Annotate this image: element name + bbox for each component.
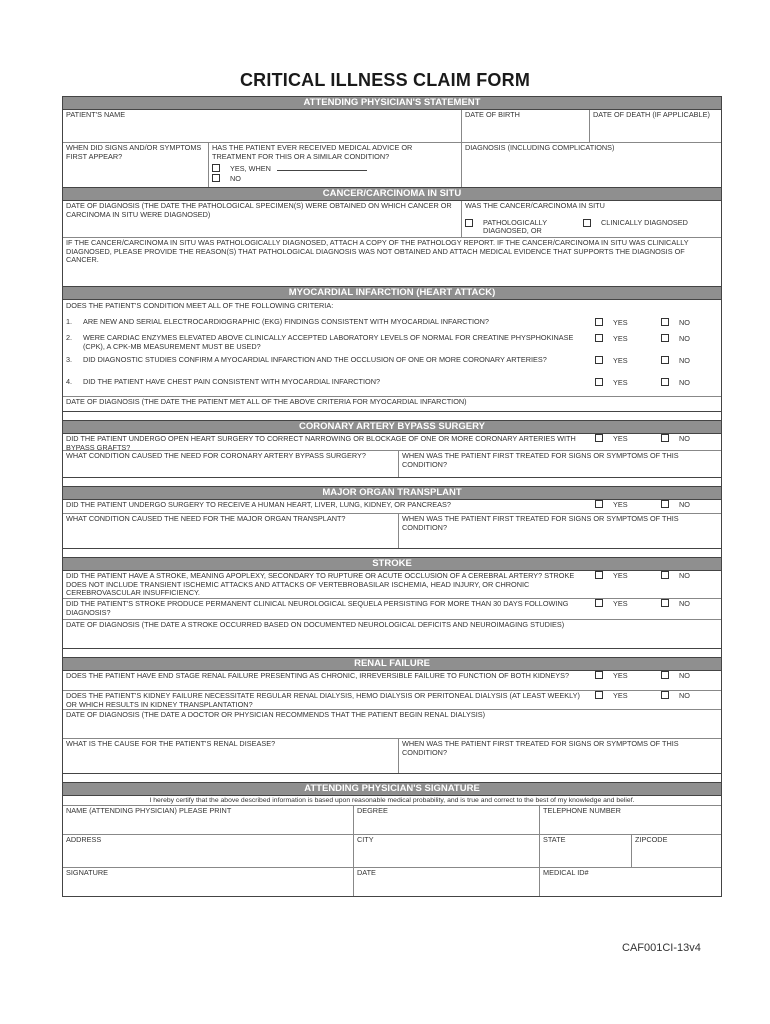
- prior-treatment-label: HAS THE PATIENT EVER RECEIVED MEDICAL ADVICE OR TREATMENT FOR THIS OR A SIMILAR CONDITION?: [212, 143, 413, 161]
- form-code: CAF001CI-13v4: [622, 942, 701, 954]
- no-label: NO: [230, 173, 241, 183]
- mi-q3-yes-checkbox[interactable]: [595, 356, 603, 364]
- organ-first-treated-field[interactable]: WHEN WAS THE PATIENT FIRST TREATED FOR SIGNS OR SYMPTOMS OF THIS CONDITION?: [398, 514, 721, 548]
- mi-q3-no-checkbox[interactable]: [661, 356, 669, 364]
- organ-q1-yes-checkbox[interactable]: [595, 500, 603, 508]
- cabg-q1-no-checkbox[interactable]: [661, 434, 669, 442]
- stroke-date-of-diagnosis-field[interactable]: DATE OF DIAGNOSIS (THE DATE A STROKE OCCURRED BASED ON DOCUMENTED NEUROLOGICAL DEFICITS AND NEUROIMAGING STUDIES): [66, 620, 565, 629]
- mi-question-1: ARE NEW AND SERIAL ELECTROCARDIOGRAPHIC (EKG) FINDINGS CONSISTENT WITH MYOCARDIAL INFARCTION?: [83, 317, 489, 326]
- zipcode-field[interactable]: ZIPCODE: [631, 835, 721, 867]
- stroke-q2-yes-checkbox[interactable]: [595, 599, 603, 607]
- renal-q2-yes-checkbox[interactable]: [595, 691, 603, 699]
- section-header-cabg: CORONARY ARTERY BYPASS SURGERY: [63, 420, 721, 434]
- cabg-first-treated-field[interactable]: WHEN WAS THE PATIENT FIRST TREATED FOR SIGNS OR SYMPTOMS OF THIS CONDITION?: [398, 451, 721, 477]
- diagnosis-field[interactable]: DIAGNOSIS (INCLUDING COMPLICATIONS): [461, 143, 721, 187]
- mi-q4-no-checkbox[interactable]: [661, 378, 669, 386]
- claim-form: ATTENDING PHYSICIAN'S STATEMENT PATIENT'S NAME DATE OF BIRTH DATE OF DEATH (IF APPLICABLE) WHEN DID SIGNS AND/OR SYMPTOMS FIRST APPEAR? HAS THE PATIENT EVER RECEIVED MEDICAL ADVICE OR TREATMENT FOR THIS OR A SIMILAR CONDITION? YES, WHEN NO DIAGNOSIS (INCLUDING COMPLICATIONS) CANCER/CARCINOMA IN SITU DATE OF DIAGNOSIS (THE DATE THE PATHOLOGICAL SPECIMEN(S) WERE OBTAINED ON WHICH CANCER OR CARCINOMA IN SITU WERE DIAGNOSED) WAS THE CANCER/CARCINOMA IN SITU PATHOLOGICALLY DIAGNOSED, OR CLINICALLY DIAGNOSED IF THE CANCER/CARCINOMA IN SITU WAS PATHOLOGICALLY DIAGNOSED, ATTACH A COPY OF THE PATHOLOGY REPORT. IF THE CANCER/CARCINOMA IN SITU WAS CLINICALLY DIAGNOSED, PLEASE PROVIDE THE REASON(S) THAT PATHOLOGICAL DIAGNOSIS WAS NOT OBTAINED AND ATTACH MEDICAL EVIDENCE THAT SUPPORTS THE DIAGNOSIS OF CANCER. MYOCARDIAL INFARCTION (HEART ATTACK) DOES THE PATIENT'S CONDITION MEET ALL OF THE FOLLOWING CRITERIA: 1. ARE NEW AND SERIAL ELECTROCARDIOGRAPHIC (EKG) FINDINGS CONSISTENT WITH MYOCARDIAL INFARCTION? YES NO 2. WERE CARDIAC ENZYMES ELEVATED ABOVE CLINICALLY ACCEPTED LABORATORY LEVELS OF NORMAL FOR CREATINE PHYSPHOKINASE (CPK), A CPK-MB MEASUREMENT MUST BE USED? YES NO 3. DID DIAGNOSTIC STUDIES CONFIRM A MYOCARDIAL INFARCTION AND THE OCCLUSION OF ONE OR MORE CORONARY ARTERIES? YES NO 4. DID THE PATIENT HAVE CHEST PAIN CONSISTENT WITH MYOCARDIAL INFARCTION? YES NO DATE OF DIAGNOSIS (THE DATE THE PATIENT MET ALL OF THE ABOVE CRITERIA FOR MYOCARDIAL INFARCTION) CORONARY ARTERY BYPASS SURGERY DID THE PATIENT UNDERGO OPEN HEART SURGERY TO CORRECT NARROWING OR BLOCKAGE OF ONE OR MORE CORONARY ARTERIES WITH BYPASS GRAFTS? YES NO WHAT CONDITION CAUSED THE NEED FOR CORONARY ARTERY BYPASS SURGERY? WHEN WAS THE PATIENT FIRST TREATED FOR SIGNS OR SYMPTOMS OF THIS CONDITION? MAJOR ORGAN TRANSPLANT DID THE PATIENT UNDERGO SURGERY TO RECEIVE A HUMAN HEART, LIVER, LUNG, KIDNEY, OR PANCREAS? YES NO WHAT CONDITION CAUSED THE NEED FOR THE MAJOR ORGAN TRANSPLANT? WHEN WAS THE PATIENT FIRST TREATED FOR SIGNS OR SYMPTOMS OF THIS CONDITION? STROKE DID THE PATIENT HAVE A STROKE, MEANING APOPLEXY, SECONDARY TO RUPTURE OR ACUTE OCCLUSION OF A CEREBRAL ARTERY? STROKE DOES NOT INCLUDE TRANSIENT ISCHEMIC ATTACKS AND ATTACKS OF VERTEBROBASILAR ISCHEMIA, HEAD INJURY, OR CHRONIC CEREBROVASCULAR INSUFFICIENCY. YES NO DID THE PATIENT'S STROKE PRODUCE PERMANENT CLINICAL NEUROLOGICAL SEQUELA PERSISTING FOR MORE THAN 30 DAYS FOLLOWING DIAGNOSIS? YES NO DATE OF DIAGNOSIS (THE DATE A STROKE OCCURRED BASED ON DOCUMENTED NEUROLOGICAL DEFICITS AND NEUROIMAGING STUDIES) RENAL FAILURE DOES THE PATIENT HAVE END STAGE RENAL FAILURE PRESENTING AS CHRONIC, IRREVERSIBLE FAILURE TO FUNCTION OF BOTH KIDNEYS? YES NO DOES THE PATIENT'S KIDNEY FAILURE NECESSITATE REGULAR RENAL DIALYSIS, HEMO DIALYSIS OR PERITONEAL DIALYSIS (AT LEAST WEEKLY) OR WHICH RESULTS IN KIDNEY TRANSPLANTATION? YES NO DATE OF DIAGNOSIS (THE DATE A DOCTOR OR PHYSICIAN RECOMMENDS THAT THE PATIENT BEGIN RENAL DIALYSIS) WHAT IS THE CAUSE FOR THE PATIENT'S RENAL DISEASE? WHEN WAS THE PATIENT FIRST TREATED FOR SIGNS OR SYMPTOMS OF THIS CONDITION? ATTENDING PHYSICIAN'S SIGNATURE I hereby certify that the above described information is based upon reasonable medical probability, and is true and correct to the best of my knowledge and belief. NAME (ATTENDING PHYSICIAN) PLEASE PRINT DEGREE TELEPHONE NUMBER ADDRESS CITY STATE ZIPCODE SIGNATURE DATE MEDICAL ID#: [62, 96, 722, 897]
- section-header-stroke: STROKE: [63, 557, 721, 571]
- section-header-cancer: CANCER/CARCINOMA IN SITU: [63, 187, 721, 201]
- date-of-death-field[interactable]: DATE OF DEATH (IF APPLICABLE): [589, 110, 721, 142]
- mi-q2-yes-checkbox[interactable]: [595, 334, 603, 342]
- section-header-signature: ATTENDING PHYSICIAN'S SIGNATURE: [63, 782, 721, 796]
- pathologically-label: PATHOLOGICALLY DIAGNOSED, OR: [483, 217, 547, 236]
- mi-q4-yes-checkbox[interactable]: [595, 378, 603, 386]
- organ-question-1: DID THE PATIENT UNDERGO SURGERY TO RECEIVE A HUMAN HEART, LIVER, LUNG, KIDNEY, OR PANCREAS?: [66, 500, 451, 509]
- mi-q1-yes-checkbox[interactable]: [595, 318, 603, 326]
- city-field[interactable]: CITY: [353, 835, 539, 867]
- mi-question-3: DID DIAGNOSTIC STUDIES CONFIRM A MYOCARDIAL INFARCTION AND THE OCCLUSION OF ONE OR MORE CORONARY ARTERIES?: [83, 355, 547, 364]
- renal-q2-no-checkbox[interactable]: [661, 691, 669, 699]
- signature-field[interactable]: SIGNATURE: [66, 868, 109, 877]
- date-field[interactable]: DATE: [353, 868, 539, 896]
- patient-name-field[interactable]: PATIENT'S NAME: [66, 110, 126, 119]
- section-header-mi: MYOCARDIAL INFARCTION (HEART ATTACK): [63, 286, 721, 300]
- prior-treatment-no-checkbox[interactable]: [212, 174, 220, 182]
- cabg-q1-yes-checkbox[interactable]: [595, 434, 603, 442]
- yes-when-label: YES, WHEN: [230, 164, 271, 174]
- renal-first-treated-field[interactable]: WHEN WAS THE PATIENT FIRST TREATED FOR SIGNS OR SYMPTOMS OF THIS CONDITION?: [398, 739, 721, 773]
- stroke-q1-yes-checkbox[interactable]: [595, 571, 603, 579]
- stroke-q2-no-checkbox[interactable]: [661, 599, 669, 607]
- form-title: CRITICAL ILLNESS CLAIM FORM: [239, 70, 531, 90]
- cabg-question-1: DID THE PATIENT UNDERGO OPEN HEART SURGERY TO CORRECT NARROWING OR BLOCKAGE OF ONE OR MORE CORONARY ARTERIES WITH BYPASS GRAFTS?: [66, 434, 576, 450]
- mi-question-2: WERE CARDIAC ENZYMES ELEVATED ABOVE CLINICALLY ACCEPTED LABORATORY LEVELS OF NORMAL FOR CREATINE PHYSPHOKINASE (CPK), A CPK-MB MEASUREMENT MUST BE USED?: [83, 333, 574, 351]
- cabg-condition-field[interactable]: WHAT CONDITION CAUSED THE NEED FOR CORONARY ARTERY BYPASS SURGERY?: [66, 451, 366, 460]
- medical-id-field[interactable]: MEDICAL ID#: [539, 868, 721, 896]
- stroke-question-1: DID THE PATIENT HAVE A STROKE, MEANING APOPLEXY, SECONDARY TO RUPTURE OR ACUTE OCCLUSION OF A CEREBRAL ARTERY? STROKE DOES NOT INCLUDE TRANSIENT ISCHEMIC ATTACKS AND ATTACKS OF VERTEBROBASILAR ISCHEMIA, HEAD INJURY, OR CHRONIC CEREBROVASCULAR INSUFFICIENCY.: [66, 571, 575, 598]
- mi-question-4: DID THE PATIENT HAVE CHEST PAIN CONSISTENT WITH MYOCARDIAL INFARCTION?: [83, 377, 381, 386]
- address-field[interactable]: ADDRESS: [66, 835, 102, 844]
- certification-statement: I hereby certify that the above described information is based upon reasonable medical probability, and is true and correct to the best of my knowledge and belief.: [149, 797, 635, 804]
- cancer-note: IF THE CANCER/CARCINOMA IN SITU WAS PATHOLOGICALLY DIAGNOSED, ATTACH A COPY OF THE PATHOLOGY REPORT. IF THE CANCER/CARCINOMA IN SITU WAS CLINICALLY DIAGNOSED, PLEASE PROVIDE THE REASON(S) THAT PATHOLOGICAL DIAGNOSIS WAS NOT OBTAINED AND ATTACH MEDICAL EVIDENCE THAT SUPPORTS THE DIAGNOSIS OF CANCER.: [66, 238, 689, 265]
- renal-question-2: DOES THE PATIENT'S KIDNEY FAILURE NECESSITATE REGULAR RENAL DIALYSIS, HEMO DIALYSIS OR PERITONEAL DIALYSIS (AT LEAST WEEKLY) OR WHICH RESULTS IN KIDNEY TRANSPLANTATION?: [66, 691, 580, 709]
- cancer-type-label: WAS THE CANCER/CARCINOMA IN SITU: [465, 201, 605, 210]
- clinically-label: CLINICALLY DIAGNOSED: [601, 217, 688, 227]
- pathologically-checkbox[interactable]: [465, 219, 473, 227]
- prior-treatment-question: [208, 143, 461, 187]
- mi-date-of-diagnosis-field[interactable]: DATE OF DIAGNOSIS (THE DATE THE PATIENT MET ALL OF THE ABOVE CRITERIA FOR MYOCARDIAL INFARCTION): [66, 397, 467, 406]
- organ-q1-no-checkbox[interactable]: [661, 500, 669, 508]
- section-header-renal: RENAL FAILURE: [63, 657, 721, 671]
- renal-q1-yes-checkbox[interactable]: [595, 671, 603, 679]
- organ-condition-field[interactable]: WHAT CONDITION CAUSED THE NEED FOR THE MAJOR ORGAN TRANSPLANT?: [66, 514, 346, 523]
- state-field[interactable]: STATE: [539, 835, 631, 867]
- prior-treatment-yes-checkbox[interactable]: [212, 164, 220, 172]
- mi-intro: DOES THE PATIENT'S CONDITION MEET ALL OF THE FOLLOWING CRITERIA:: [66, 301, 334, 310]
- physician-name-field[interactable]: NAME (ATTENDING PHYSICIAN) PLEASE PRINT: [66, 806, 232, 815]
- telephone-field[interactable]: TELEPHONE NUMBER: [539, 806, 721, 834]
- mi-q1-no-checkbox[interactable]: [661, 318, 669, 326]
- stroke-q1-no-checkbox[interactable]: [661, 571, 669, 579]
- clinically-checkbox[interactable]: [583, 219, 591, 227]
- date-of-birth-field[interactable]: DATE OF BIRTH: [461, 110, 589, 142]
- section-header-attending: ATTENDING PHYSICIAN'S STATEMENT: [63, 96, 721, 110]
- renal-cause-field[interactable]: WHAT IS THE CAUSE FOR THE PATIENT'S RENAL DISEASE?: [66, 739, 276, 748]
- yes-when-line[interactable]: [277, 170, 367, 171]
- section-header-organ: MAJOR ORGAN TRANSPLANT: [63, 486, 721, 500]
- cancer-date-of-diagnosis-field[interactable]: DATE OF DIAGNOSIS (THE DATE THE PATHOLOGICAL SPECIMEN(S) WERE OBTAINED ON WHICH CANCER OR CARCINOMA IN SITU WERE DIAGNOSED): [66, 201, 452, 219]
- stroke-question-2: DID THE PATIENT'S STROKE PRODUCE PERMANENT CLINICAL NEUROLOGICAL SEQUELA PERSISTING FOR MORE THAN 30 DAYS FOLLOWING DIAGNOSIS?: [66, 599, 569, 617]
- renal-date-of-diagnosis-field[interactable]: DATE OF DIAGNOSIS (THE DATE A DOCTOR OR PHYSICIAN RECOMMENDS THAT THE PATIENT BEGIN RENAL DIALYSIS): [66, 710, 486, 719]
- symptoms-first-appear-field[interactable]: WHEN DID SIGNS AND/OR SYMPTOMS FIRST APPEAR?: [66, 143, 202, 161]
- degree-field[interactable]: DEGREE: [353, 806, 539, 834]
- renal-question-1: DOES THE PATIENT HAVE END STAGE RENAL FAILURE PRESENTING AS CHRONIC, IRREVERSIBLE FAILURE TO FUNCTION OF BOTH KIDNEYS?: [66, 671, 570, 680]
- mi-q2-no-checkbox[interactable]: [661, 334, 669, 342]
- renal-q1-no-checkbox[interactable]: [661, 671, 669, 679]
